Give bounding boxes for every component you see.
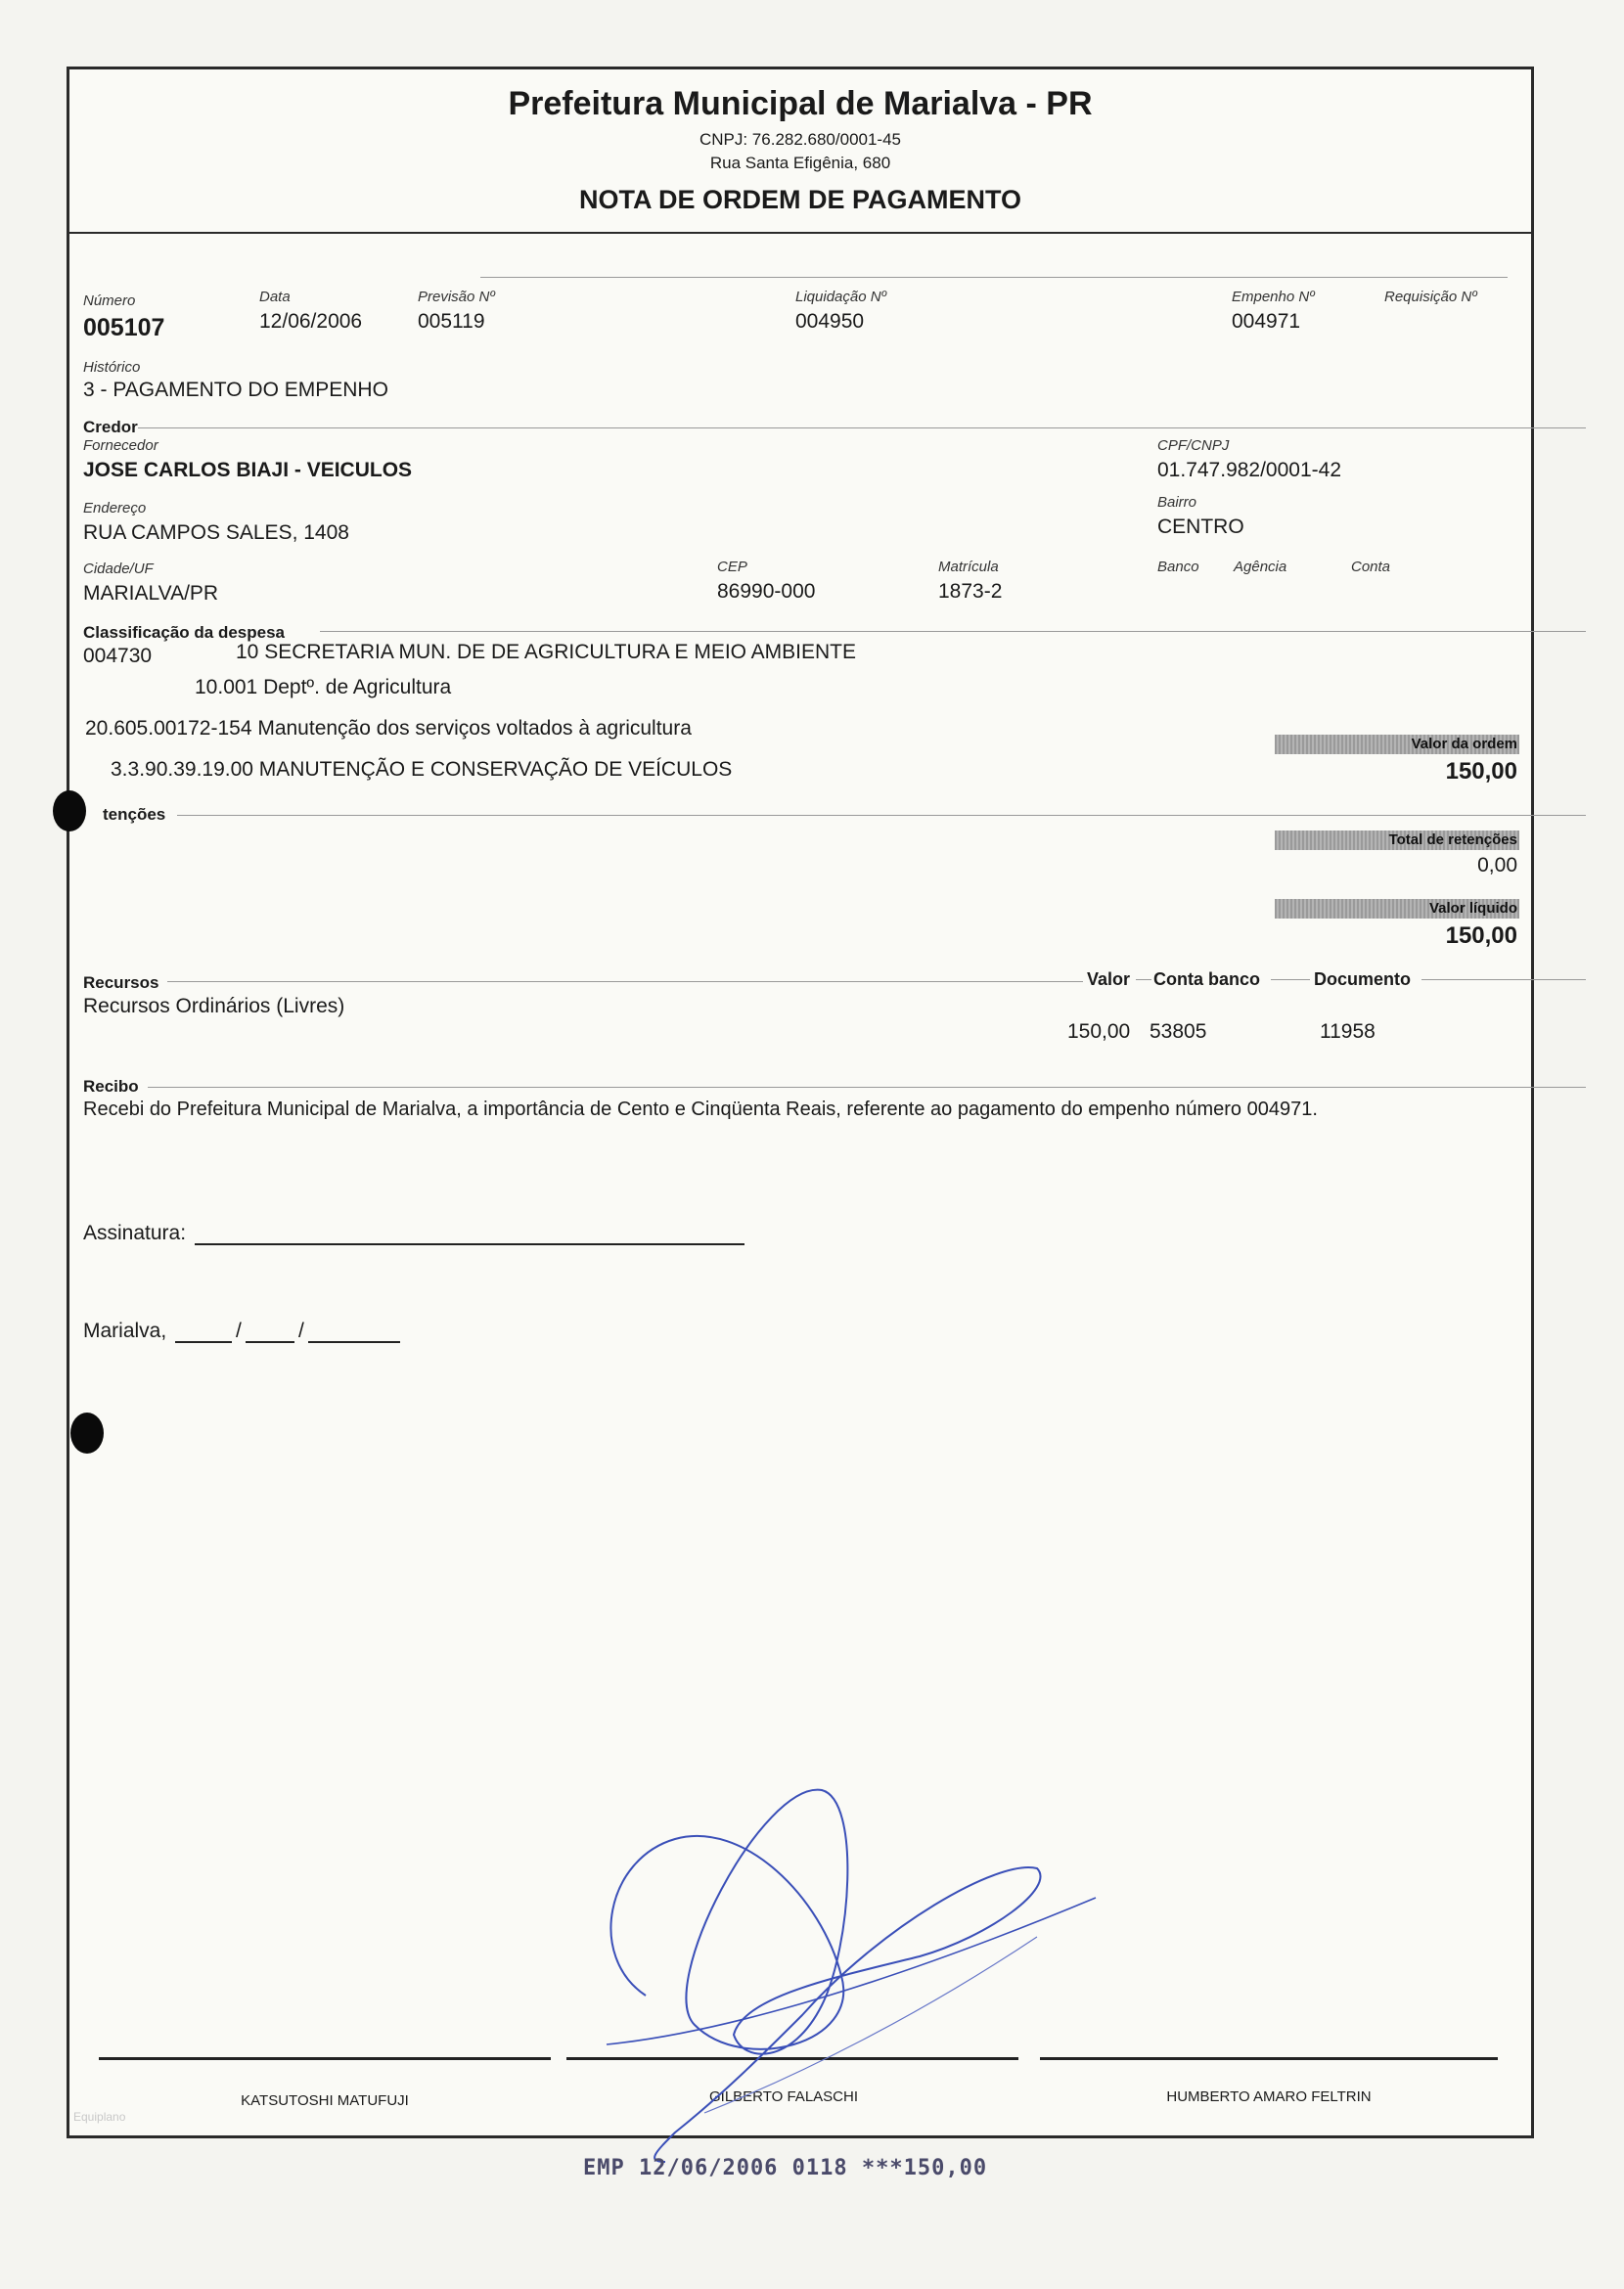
retencoes-label: Total de retenções: [1388, 831, 1517, 848]
handwritten-signature: [548, 1751, 1115, 2172]
date-slash-2: /: [298, 1320, 304, 1342]
credor-section: Credor: [83, 418, 138, 436]
recursos-hdr-rule: [1421, 979, 1586, 980]
date-slash-1: /: [236, 1320, 242, 1342]
classificacao-line1: 10 SECRETARIA MUN. DE DE AGRICULTURA E MEIO AMBIENTE: [236, 641, 857, 663]
historico-label: Histórico: [83, 359, 141, 376]
retencoes-rule: [177, 815, 1586, 816]
cidade-label: Cidade/UF: [83, 561, 154, 577]
register-stamp: EMP 12/06/2006 0118 ***150,00: [583, 2156, 988, 2180]
endereco-value: RUA CAMPOS SALES, 1408: [83, 521, 349, 544]
punch-hole-1: [53, 790, 86, 831]
page-title: Prefeitura Municipal de Marialva - PR: [508, 85, 1093, 122]
classificacao-rule: [320, 631, 1586, 632]
credor-rule: [138, 427, 1586, 428]
historico-value: 3 - PAGAMENTO DO EMPENHO: [83, 379, 388, 401]
valor-ordem-label: Valor da ordem: [1411, 736, 1517, 752]
valor-liquido-value: 150,00: [1445, 922, 1517, 949]
requisicao-label: Requisição Nº: [1384, 289, 1477, 305]
cpf-label: CPF/CNPJ: [1157, 437, 1230, 454]
agencia-label: Agência: [1234, 559, 1287, 575]
cidade-value: MARIALVA/PR: [83, 582, 219, 605]
bairro-value: CENTRO: [1157, 516, 1244, 538]
data-label: Data: [259, 289, 291, 305]
valor-ordem-value: 150,00: [1445, 758, 1517, 785]
classificacao-section: Classificação da despesa: [83, 623, 286, 642]
header-address: Rua Santa Efigênia, 680: [709, 154, 891, 172]
ids-rule: [480, 277, 1508, 278]
signatory-2: GILBERTO FALASCHI: [709, 2088, 858, 2105]
recursos-hdr-sep2: [1271, 979, 1310, 980]
recibo-local: Marialva,: [83, 1320, 167, 1342]
numero-label: Número: [83, 292, 136, 309]
retencoes-value: 0,00: [1477, 854, 1517, 876]
date-year-line: [308, 1341, 400, 1343]
classificacao-line4: 3.3.90.39.19.00 MANUTENÇÃO E CONSERVAÇÃO DE VEÍCULOS: [111, 758, 733, 781]
numero-value: 005107: [83, 314, 165, 341]
cep-label: CEP: [717, 559, 747, 575]
classificacao-line3: 20.605.00172-154 Manutenção dos serviços voltados à agricultura: [85, 717, 692, 740]
recibo-text: Recebi do Prefeitura Municipal de Marialva, a importância de Cento e Cinqüenta Reais, referente ao pagamento do empenho número 004971.: [83, 1099, 1318, 1120]
cpf-value: 01.747.982/0001-42: [1157, 459, 1342, 481]
retencoes-section: tenções: [103, 805, 166, 824]
recursos-conta-header: Conta banco: [1153, 969, 1261, 989]
recursos-valor: 150,00: [1067, 1020, 1131, 1043]
fornecedor-value: JOSE CARLOS BIAJI - VEICULOS: [83, 459, 413, 481]
classificacao-code: 004730: [83, 645, 153, 667]
conta-label: Conta: [1351, 559, 1391, 575]
cep-value: 86990-000: [717, 580, 816, 603]
signature-line-1: [99, 2057, 551, 2060]
header-divider: [69, 232, 1531, 234]
software-watermark: Equiplano: [73, 2110, 126, 2124]
signatory-3: HUMBERTO AMARO FELTRIN: [1166, 2088, 1372, 2105]
recursos-fonte: Recursos Ordinários (Livres): [83, 995, 345, 1017]
banco-label: Banco: [1157, 559, 1199, 575]
assinatura-line: [195, 1243, 744, 1245]
empenho-label: Empenho Nº: [1232, 289, 1315, 305]
punch-hole-2: [70, 1413, 104, 1454]
recursos-hdr-sep: [1136, 979, 1151, 980]
date-day-line: [175, 1341, 232, 1343]
recursos-section: Recursos: [83, 973, 159, 992]
assinatura-label: Assinatura:: [83, 1222, 187, 1244]
recibo-rule: [148, 1087, 1586, 1088]
matricula-label: Matrícula: [938, 559, 999, 575]
previsao-value: 005119: [418, 310, 485, 333]
data-value: 12/06/2006: [259, 310, 363, 333]
matricula-value: 1873-2: [938, 580, 1003, 603]
header-cnpj: CNPJ: 76.282.680/0001-45: [699, 130, 902, 149]
recursos-documento: 11958: [1320, 1020, 1376, 1043]
recibo-section: Recibo: [83, 1077, 139, 1096]
liquidacao-label: Liquidação Nº: [795, 289, 887, 305]
previsao-label: Previsão Nº: [418, 289, 495, 305]
signatory-1: KATSUTOSHI MATUFUJI: [241, 2092, 409, 2109]
date-month-line: [246, 1341, 294, 1343]
recursos-rule: [167, 981, 1083, 982]
fornecedor-label: Fornecedor: [83, 437, 158, 454]
valor-liquido-label: Valor líquido: [1428, 900, 1517, 917]
recursos-conta: 53805: [1150, 1020, 1207, 1043]
liquidacao-value: 004950: [795, 310, 865, 333]
recursos-valor-header: Valor: [1087, 969, 1131, 989]
endereco-label: Endereço: [83, 500, 147, 516]
recursos-doc-header: Documento: [1314, 969, 1411, 989]
bairro-label: Bairro: [1157, 494, 1197, 511]
classificacao-line2: 10.001 Deptº. de Agricultura: [195, 676, 452, 698]
empenho-value: 004971: [1232, 310, 1301, 333]
document-title: NOTA DE ORDEM DE PAGAMENTO: [578, 185, 1021, 214]
